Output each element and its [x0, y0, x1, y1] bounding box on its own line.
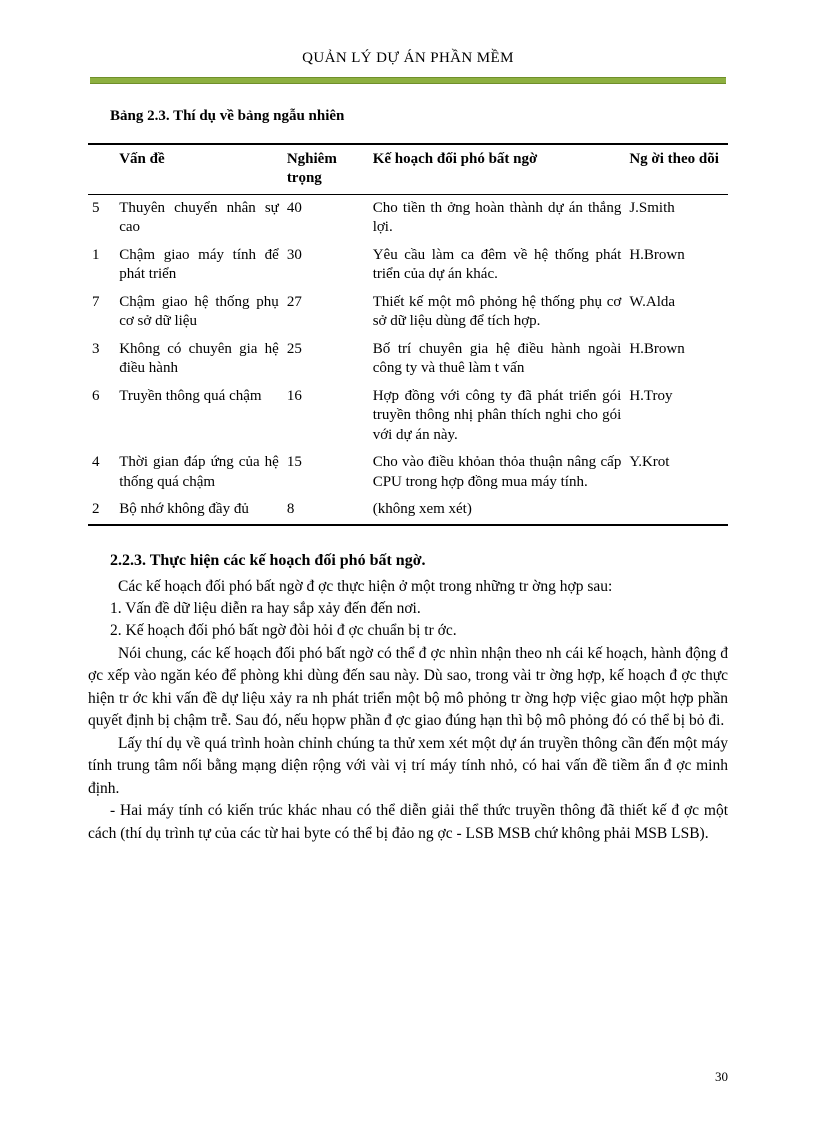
table-body — [88, 194, 728, 525]
column-header-issue: Vấn đề — [119, 151, 165, 167]
cell-severity: 25 — [286, 340, 302, 357]
table-row — [88, 194, 728, 242]
cell-id: 7 — [92, 293, 100, 310]
cell-owner: Y.Krot — [629, 454, 670, 470]
column-header-severity: Nghiêm trọng — [286, 151, 337, 186]
cell-severity: 27 — [286, 293, 302, 310]
running-header: QUẢN LÝ DỰ ÁN PHẦN MỀM — [302, 50, 514, 66]
cell-id: 2 — [92, 501, 100, 517]
cell-owner: J.Smith — [629, 199, 675, 216]
cell-plan: Cho tiền th ởng hoàn thành dự án thắng lợi. — [372, 199, 622, 235]
cell-severity: 15 — [286, 454, 302, 470]
paragraph-bullet: - Hai máy tính có kiến trúc khác nhau có thể diễn giải thể thức truyền thông đã thiết kế đ ợc một cách (thí dụ trình tự của các từ hai byte có thể bị đảo ng ợc - LSB MSB chứ không phải MSB LSB). — [88, 802, 728, 842]
table-caption: Bảng 2.3. Thí dụ về bảng ngẫu nhiên — [110, 108, 345, 124]
cell-owner: H.Brown — [629, 246, 685, 263]
table-row — [88, 496, 728, 525]
page-number: 30 — [715, 1069, 728, 1084]
cell-plan: Hợp đồng với công ty đã phát triển gói truyền thông nhị phân thích nghi cho gói với dự án này. — [372, 387, 622, 443]
paragraph-intro: Các kế hoạch đối phó bất ngờ đ ợc thực hiện ở một trong những tr ờng hợp sau: — [118, 577, 613, 595]
cell-severity: 16 — [286, 387, 302, 404]
cell-id: 3 — [92, 340, 100, 357]
cell-plan: Cho vào điều khỏan thỏa thuận nâng cấp CPU trong hợp đồng mua máy tính. — [372, 454, 622, 490]
header-divider — [90, 77, 726, 84]
cell-id: 5 — [92, 199, 100, 216]
cell-issue: Truyền thông quá chậm — [119, 387, 262, 404]
table-row — [88, 383, 728, 450]
cell-issue: Chậm giao hệ thống phụ cơ sở dữ liệu — [119, 293, 279, 329]
cell-owner: W.Alda — [629, 293, 676, 310]
cell-issue: Thuyên chuyển nhân sự cao — [119, 199, 279, 235]
list-item: 1. Vấn đề dữ liệu diễn ra hay sắp xảy đến đến nơi. — [110, 599, 421, 617]
cell-owner: H.Brown — [629, 340, 685, 357]
cell-plan: Bố trí chuyên gia hệ điều hành ngoài công ty và thuê làm t vấn — [372, 340, 622, 376]
table-header-row — [88, 144, 728, 194]
cell-id: 1 — [92, 246, 100, 263]
cell-plan: Thiết kế một mô phỏng hệ thống phụ cơ sở dữ liệu dùng để tích hợp. — [372, 293, 622, 329]
cell-owner — [625, 496, 728, 525]
cell-issue: Bộ nhớ không đầy đủ — [119, 501, 249, 517]
paragraph-general: Nói chung, các kế hoạch đối phó bất ngờ có thể đ ợc nhìn nhận theo nh cái kế hoạch, hành động đ ợc xếp vào ngăn kéo để phòng khi dùng đến sau này. Dù sao, trong vài tr ờng hợp, kế hoạch đ ợc thực hiện tr ớc khi vấn đề dự liệu xảy ra nh phát triển một bộ mô phỏng tr ờng hợp việc giao một hợp phần quyết định bị chậm trễ. Sau đó, nếu họpw phần đ ợc giao đúng hạn thì bộ mô phỏng đó có thể bị bỏ đi. — [88, 644, 728, 730]
table-row — [88, 242, 728, 289]
paragraph-example: Lấy thí dụ về quá trình hoàn chỉnh chúng ta thử xem xét một dự án truyền thông cần đến một máy tính trung tâm nối bằng mạng diện rộng với vài vị trí máy tính nhỏ, có hai vấn đề tiềm ẩn đ ợc minh định. — [88, 734, 728, 797]
table-row — [88, 449, 728, 496]
cell-plan: Yêu cầu làm ca đêm về hệ thống phát triển của dự án khác. — [372, 246, 622, 282]
cell-owner: H.Troy — [629, 387, 673, 404]
cell-issue: Thời gian đáp ứng của hệ thống quá chậm — [119, 454, 279, 490]
cell-id: 4 — [92, 454, 100, 470]
column-header-id — [88, 144, 115, 194]
column-header-plan: Kế hoạch đối phó bất ngờ — [372, 151, 538, 167]
table-row — [88, 336, 728, 383]
list-item: 2. Kế hoạch đối phó bất ngờ đòi hỏi đ ợc chuẩn bị tr ớc. — [110, 622, 457, 640]
cell-plan: (không xem xét) — [372, 501, 472, 517]
cell-severity: 30 — [286, 246, 302, 263]
section-heading: 2.2.3. Thực hiện các kế hoạch đối phó bất ngờ. — [110, 551, 426, 569]
table-header — [88, 144, 728, 194]
risk-table — [88, 143, 728, 526]
cell-issue: Chậm giao máy tính để phát triển — [119, 246, 279, 282]
cell-id: 6 — [92, 387, 100, 404]
cell-issue: Không có chuyên gia hệ điều hành — [119, 340, 279, 376]
column-header-owner: Ng ời theo dõi — [629, 151, 719, 167]
cell-severity: 8 — [286, 501, 295, 517]
cell-severity: 40 — [286, 199, 302, 216]
table-row — [88, 289, 728, 336]
